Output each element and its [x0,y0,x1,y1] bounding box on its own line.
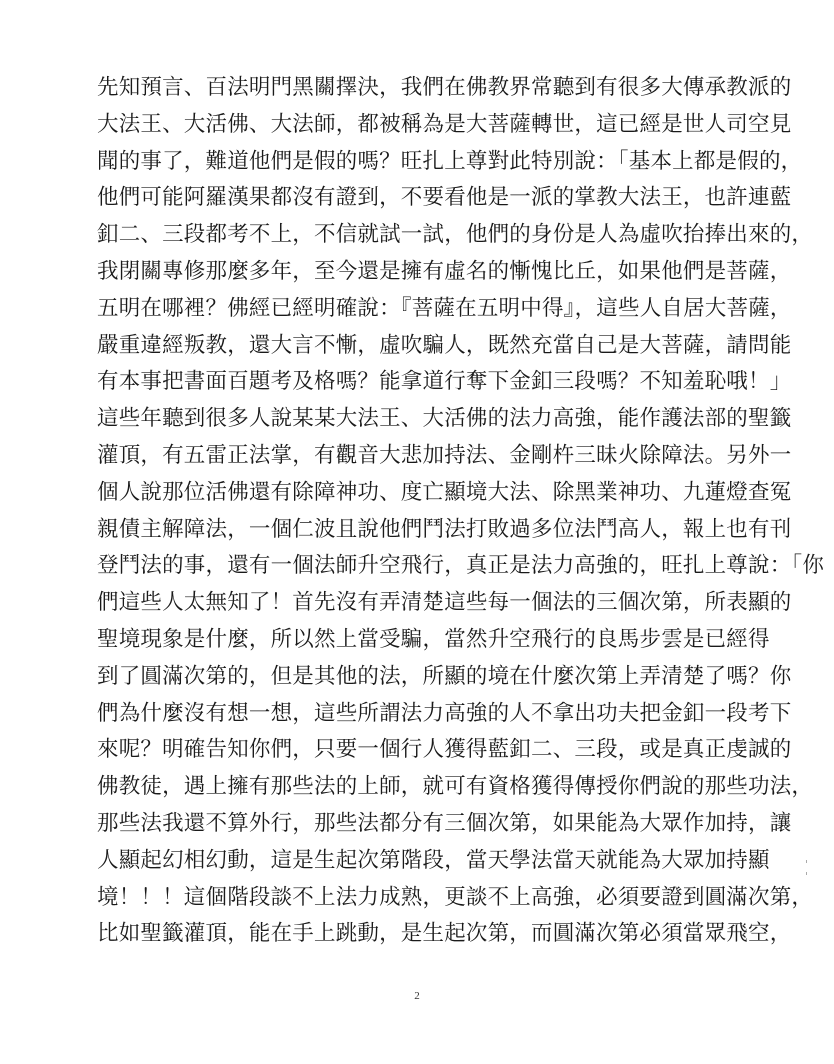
text-line: 聞的事了，難道他們是假的嗎？旺扎上尊對此特別說：「基本上都是假的， [97,148,803,174]
text-line: 那些法我還不算外行，那些法都分有三個次第，如果能為大眾作加持，讓 [97,810,792,836]
text-line: 大法王、大活佛、大法師，都被稱為是大菩薩轉世，這已經是世人司空見 [97,111,792,137]
text-line: 佛教徒，遇上擁有那些法的上師，就可有資格獲得傳授你們說的那些功法， [97,774,814,800]
text-line: 嚴重違經叛教，還大言不慚，虛吹騙人，既然充當自己是大菩薩，請問能 [97,332,792,358]
text-line: 有本事把書面百題考及格嗎？能拿道行奪下金釦三段嗎？不知羞恥哦！」 [97,369,792,395]
text-line: 來呢？明確告知你們，只要一個行人獲得藍釦二、三段，或是真正虔誠的 [97,737,792,763]
text-line: 釦二、三段都考不上，不信就試一試，他們的身份是人為虛吹抬捧出來的， [97,222,814,248]
page-number: 2 [414,990,420,1002]
text-line: 登鬥法的事，還有一個法師升空飛行，真正是法力高強的，旺扎上尊說：「你 [97,553,825,579]
text-line: 人顯起幻相幻動，這是生起次第階段，當天學法當天就能為大眾加持顯 [97,847,770,873]
text-line: 五明在哪裡？佛經已經明確說：『菩薩在五明中得』，這些人自居大菩薩， [97,295,792,321]
text-line: 個人說那位活佛還有除障神功、度亡顯境大法、除黑業神功、九蓮燈查冤 [97,479,792,505]
text-line: 到了圓滿次第的，但是其他的法，所顯的境在什麼次第上弄清楚了嗎？你 [97,663,792,689]
body-text [97,70,825,953]
text-line: 這些年聽到很多人說某某大法王、大活佛的法力高強，能作護法部的聖籤 [97,406,792,432]
text-line: 親債主解障法，一個仁波且說他們鬥法打敗過多位法鬥高人，報上也有刊 [97,516,792,542]
text-line: 我閉關專修那麼多年，至今還是擁有虛名的慚愧比丘，如果他們是菩薩， [97,258,792,284]
text-line: 境！！！這個階段談不上法力成熟，更談不上高強，必須要證到圓滿次第， [97,884,814,910]
text-line: 們為什麼沒有想一想，這些所謂法力高強的人不拿出功夫把金釦一段考下 [97,700,792,726]
text-line: 先知預言、百法明門黑關擇決，我們在佛教界常聽到有很多大傳承教派的 [97,75,792,100]
scan-speck [806,860,807,863]
text-line: 們這些人太無知了！首先沒有弄清楚這些每一個法的三個次第，所表顯的 [97,590,792,616]
text-line: 他們可能阿羅漢果都沒有證到，不要看他是一派的掌教大法王，也許連藍 [97,185,792,211]
text-line: 比如聖籤灌頂，能在手上跳動，是生起次第，而圓滿次第必須當眾飛空， [97,921,792,947]
text-line: 聖境現象是什麼，所以然上當受騙，當然升空飛行的良馬步雲是已經得 [97,626,770,652]
scan-speck [806,872,807,875]
text-line: 灌頂，有五雷正法掌，有觀音大悲加持法、金剛杵三昧火除障法。另外一 [97,442,792,468]
